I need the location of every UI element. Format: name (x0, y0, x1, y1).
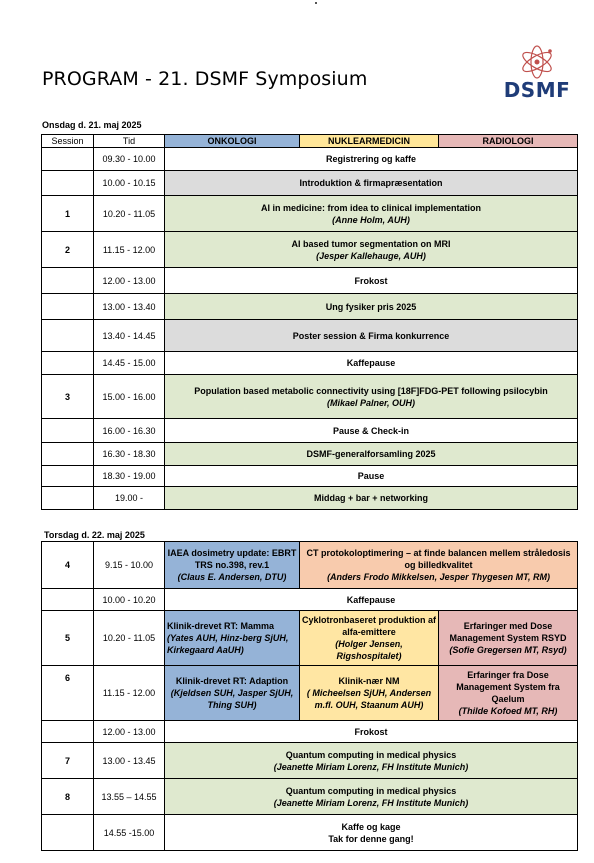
time-cell: 10.00 - 10.20 (94, 589, 165, 611)
table-row (42, 611, 578, 666)
table-row (42, 815, 578, 851)
time-cell: 13.40 - 14.45 (94, 320, 165, 352)
closing-line-2: Tak for denne gang! (328, 833, 414, 844)
event-cell (165, 232, 578, 268)
talk-speaker: (Thilde Kofoed MT, RH) (458, 706, 558, 716)
session-cell: 8 (42, 779, 94, 815)
talk-title: Erfaringer med Dose Management System RSYD (449, 621, 567, 643)
event-cell: Ung fysiker pris 2025 (165, 294, 578, 320)
session-cell (42, 487, 94, 510)
session-cell (42, 320, 94, 352)
time-cell: 18.30 - 19.00 (94, 466, 165, 487)
time-cell: 13.00 - 13.40 (94, 294, 165, 320)
session-cell (42, 268, 94, 294)
time-cell: 16.30 - 18.30 (94, 443, 165, 466)
day1-table (41, 134, 578, 510)
session-cell (42, 294, 94, 320)
time-cell: 11.15 - 12.00 (94, 232, 165, 268)
day2-table (41, 541, 578, 851)
nuklear-cell (300, 611, 439, 666)
session-cell (42, 443, 94, 466)
table-row (42, 589, 578, 611)
radiologi-cell (439, 666, 578, 721)
talk-title: Klinik-drevet RT: Adaption (175, 676, 289, 686)
time-cell: 10.20 - 11.05 (94, 611, 165, 666)
header-radiologi: RADIOLOGI (439, 135, 578, 148)
time-cell: 12.00 - 13.00 (94, 721, 165, 743)
table-row (42, 443, 578, 466)
talk-speaker: (Mikael Palner, OUH) (326, 397, 416, 408)
session-cell (42, 815, 94, 851)
talk-title: Cyklotronbaseret produktion af alfa-emittere (302, 615, 437, 637)
table-row (42, 171, 578, 196)
talk-speaker: (Claus E. Andersen, DTU) (177, 572, 287, 582)
event-cell (165, 375, 578, 419)
table-row (42, 721, 578, 743)
session-cell: 6 (42, 666, 94, 721)
time-cell: 15.00 - 16.00 (94, 375, 165, 419)
table-row (42, 466, 578, 487)
header-time: Tid (94, 135, 165, 148)
table-row (42, 320, 578, 352)
event-cell: Introduktion & firmapræsentation (165, 171, 578, 196)
session-cell (42, 466, 94, 487)
event-cell (165, 196, 578, 232)
time-cell: 16.00 - 16.30 (94, 419, 165, 443)
page-dot (315, 2, 317, 4)
event-cell: Kaffepause (165, 589, 578, 611)
talk-title: Quantum computing in medical physics (285, 749, 457, 760)
talk-speaker: (Jeanette Miriam Lorenz, FH Institute Munich) (273, 797, 469, 808)
table-row (42, 268, 578, 294)
talk-title: Population based metabolic connectivity using [18F]FDG-PET following psilocybin (194, 385, 548, 396)
day2-label: Torsdag d. 22. maj 2025 (44, 530, 145, 540)
talk-title: Klinik-nær NM (338, 676, 400, 686)
session-cell (42, 589, 94, 611)
onkologi-cell (165, 666, 300, 721)
time-cell: 13.55 – 14.55 (94, 779, 165, 815)
time-cell: 19.00 - (94, 487, 165, 510)
table-row (42, 352, 578, 375)
logo-text: DSMF (503, 78, 571, 102)
session-cell (42, 352, 94, 375)
session-cell (42, 721, 94, 743)
session-cell: 3 (42, 375, 94, 419)
talk-speaker: (Jesper Kallehauge, AUH) (316, 250, 426, 261)
nuklear-cell (300, 666, 439, 721)
time-cell: 09.30 - 10.00 (94, 148, 165, 171)
time-cell: 9.15 - 10.00 (94, 542, 165, 589)
event-cell: Poster session & Firma konkurrence (165, 320, 578, 352)
time-cell: 12.00 - 13.00 (94, 268, 165, 294)
page-title: PROGRAM - 21. DSMF Symposium (42, 68, 368, 90)
header-nuklear: NUKLEARMEDICIN (300, 135, 439, 148)
time-cell: 14.55 -15.00 (94, 815, 165, 851)
table-row (42, 294, 578, 320)
session-cell: 1 (42, 196, 94, 232)
session-cell: 2 (42, 232, 94, 268)
talk-speaker: (Anne Holm, AUH) (332, 214, 410, 225)
table-row (42, 148, 578, 171)
talk-title: Erfaringer fra Dose Management System fra Qaelum (456, 670, 560, 704)
event-cell: DSMF-generalforsamling 2025 (165, 443, 578, 466)
table-row (42, 542, 578, 589)
table-row (42, 487, 578, 510)
session-cell (42, 148, 94, 171)
radiologi-cell (300, 542, 578, 589)
talk-title: IAEA dosimetry update: EBRT TRS no.398, rev.1 (167, 548, 297, 570)
table-row (42, 375, 578, 419)
header-session: Session (42, 135, 94, 148)
closing-line-1: Kaffe og kage (341, 821, 401, 832)
talk-title: AI based tumor segmentation on MRI (291, 238, 451, 249)
table-row (42, 232, 578, 268)
header-onkologi: ONKOLOGI (165, 135, 300, 148)
header-row (42, 135, 578, 148)
talk-title: AI in medicine: from idea to clinical implementation (260, 202, 482, 213)
onkologi-cell (165, 611, 300, 666)
day1-label: Onsdag d. 21. maj 2025 (42, 120, 142, 130)
event-cell: Registrering og kaffe (165, 148, 578, 171)
session-cell (42, 419, 94, 443)
talk-speaker: ( Micheelsen SjUH, Andersen m.fl. OUH, Staanum AUH) (306, 688, 432, 710)
event-cell: Frokost (165, 268, 578, 294)
event-cell (165, 779, 578, 815)
talk-speaker: (Anders Frodo Mikkelsen, Jesper Thygesen MT, RM) (327, 572, 550, 582)
table-row (42, 419, 578, 443)
dsmf-logo (500, 42, 574, 104)
time-cell: 13.00 - 13.45 (94, 743, 165, 779)
session-cell: 5 (42, 611, 94, 666)
session-cell (42, 171, 94, 196)
time-cell: 11.15 - 12.00 (94, 666, 165, 721)
time-cell: 14.45 - 15.00 (94, 352, 165, 375)
talk-title: Klinik-drevet RT: Mamma (167, 621, 275, 631)
radiologi-cell (439, 611, 578, 666)
table-row (42, 196, 578, 232)
talk-speaker: (Yates AUH, Hinz-berg SjUH, Kirkegaard AaUH) (167, 633, 289, 655)
session-cell: 4 (42, 542, 94, 589)
talk-speaker: (Sofie Gregersen MT, Rsyd) (449, 645, 567, 655)
event-cell (165, 815, 578, 851)
time-cell: 10.20 - 11.05 (94, 196, 165, 232)
time-cell: 10.00 - 10.15 (94, 171, 165, 196)
talk-title: Quantum computing in medical physics (285, 785, 457, 796)
talk-speaker: (Holger Jensen, Rigshospitalet) (335, 639, 403, 661)
session-cell: 7 (42, 743, 94, 779)
talk-speaker: (Kjeldsen SUH, Jasper SjUH, Thing SUH) (170, 688, 294, 710)
onkologi-cell (165, 542, 300, 589)
table-row (42, 779, 578, 815)
talk-title: CT protokoloptimering – at finde balancen mellem stråledosis og billedkvalitet (306, 548, 571, 570)
atom-icon (500, 42, 574, 82)
event-cell: Middag + bar + networking (165, 487, 578, 510)
event-cell: Pause (165, 466, 578, 487)
event-cell: Frokost (165, 721, 578, 743)
event-cell: Kaffepause (165, 352, 578, 375)
event-cell (165, 743, 578, 779)
table-row (42, 743, 578, 779)
talk-speaker: (Jeanette Miriam Lorenz, FH Institute Munich) (273, 761, 469, 772)
table-row (42, 666, 578, 721)
event-cell: Pause & Check-in (165, 419, 578, 443)
